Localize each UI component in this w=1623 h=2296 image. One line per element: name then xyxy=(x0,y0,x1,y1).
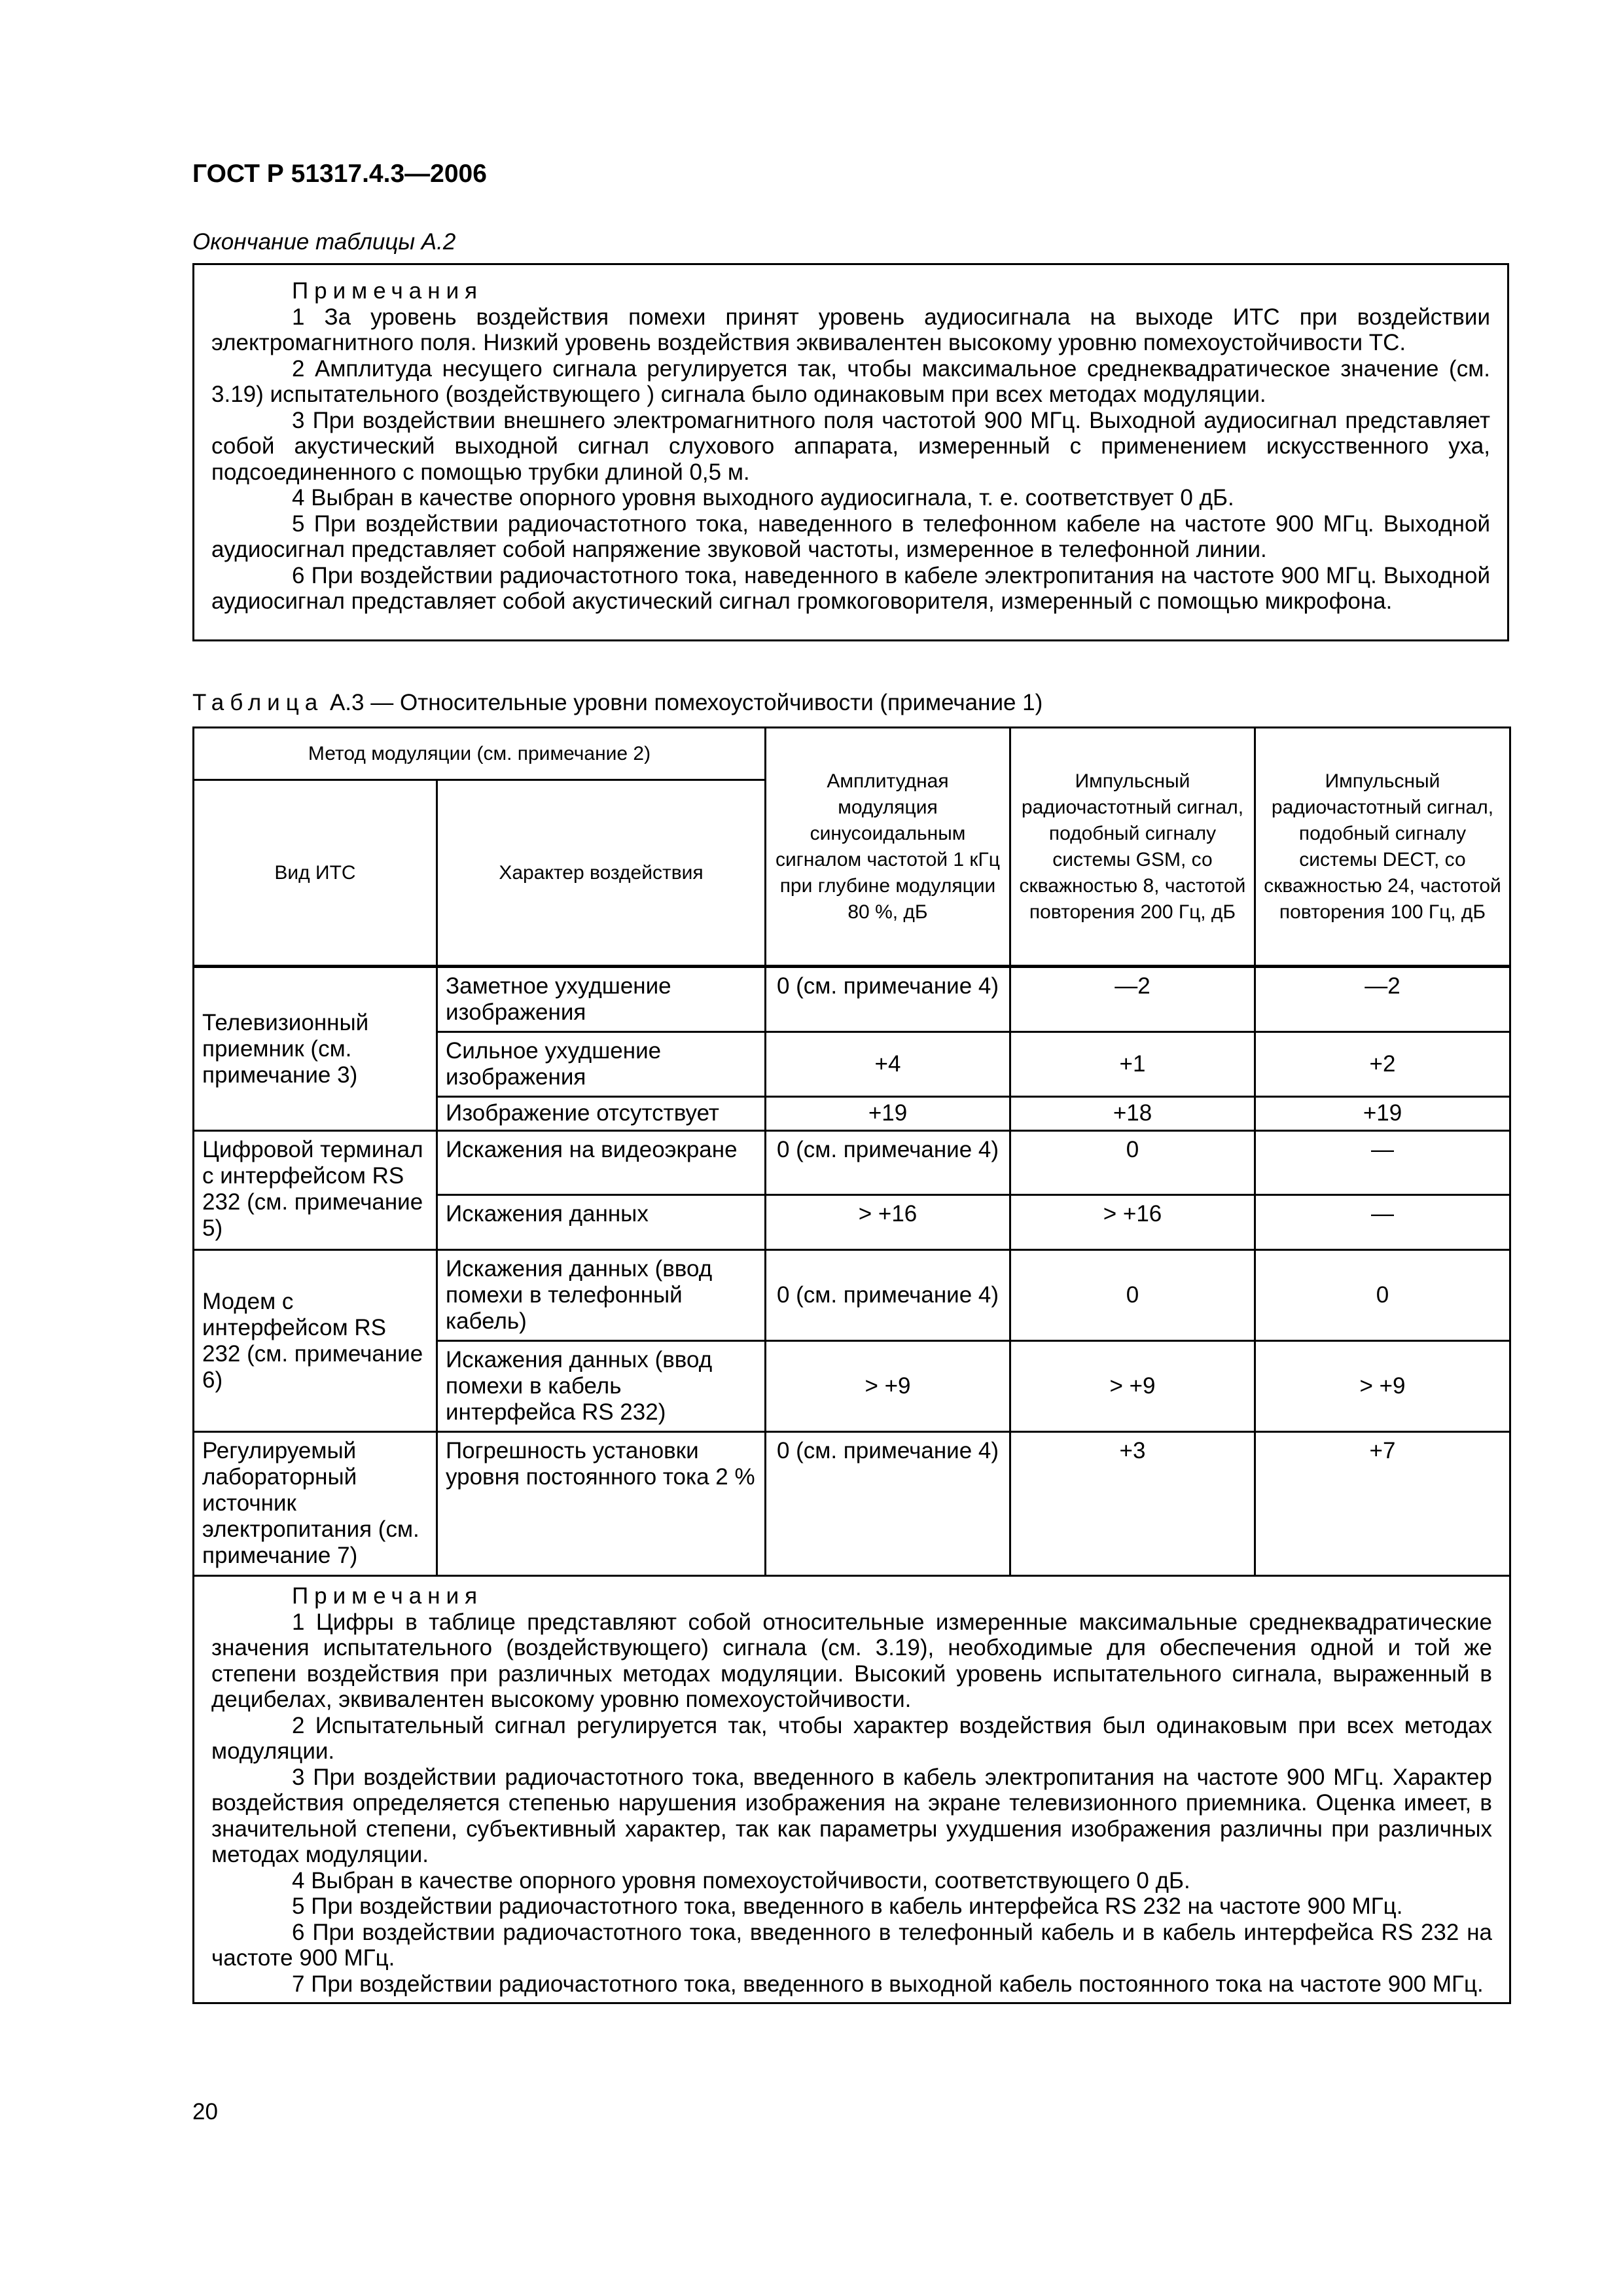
table-row xyxy=(194,1250,1510,1341)
am-value-cell: > +16 xyxy=(766,1195,1010,1250)
am-value-cell: 0 (см. примечание 4) xyxy=(766,1131,1010,1195)
device-type-cell: Регулируемый лабораторный источник электропитания (см. примечание 7) xyxy=(194,1432,437,1576)
effect-cell: Искажения данных (ввод помехи в телефонный кабель) xyxy=(437,1250,766,1341)
note-item: 4 Выбран в качестве опорного уровня выходного аудиосигнала, т. е. соответствует 0 дБ. xyxy=(292,485,1234,511)
note-item: 1 Цифры в таблице представляют собой относительные измеренные максимальные среднеквадратические значения испытательного (воздействующего) сигнала (см. 3.19), необходимые для обеспечения одной и той же степени воздействия при различных методах модуляции. Высокий уровень испытательного сигнала, выраженный в децибелах, эквивалентен высокому уровню помехоустойчивости. xyxy=(211,1609,1492,1712)
document-header: ГОСТ Р 51317.4.3—2006 xyxy=(192,160,487,188)
gsm-value-cell: +1 xyxy=(1010,1032,1255,1097)
header-device-type: Вид ИТС xyxy=(194,780,437,967)
note-item: 1 За уровень воздействия помехи принят уровень аудиосигнала на выходе ИТС при воздействии электромагнитного поля. Низкий уровень воздействия эквивалентен высокому уровню помехоустойчивости ТС. xyxy=(211,304,1490,355)
device-type-cell: Модем с интерфейсом RS 232 (см. примечание 6) xyxy=(194,1250,437,1432)
gsm-value-cell: > +9 xyxy=(1010,1341,1255,1432)
table-continuation-caption: Окончание таблицы А.2 xyxy=(192,229,456,255)
header-gsm: Импульсный радиочастотный сигнал, подобный сигналу системы GSM, со скважностью 8, частотой повторения 200 Гц, дБ xyxy=(1010,728,1255,967)
table-notes-row xyxy=(194,1576,1510,2003)
gsm-value-cell: +3 xyxy=(1010,1432,1255,1576)
header-effect: Характер воздействия xyxy=(437,780,766,967)
effect-cell: Искажения данных (ввод помехи в кабель интерфейса RS 232) xyxy=(437,1341,766,1432)
am-value-cell: +19 xyxy=(766,1097,1010,1131)
table-title xyxy=(192,690,1043,716)
note-item: 3 При воздействии внешнего электромагнитного поля частотой 900 МГц. Выходной аудиосигнал представляет собой акустический выходной сигнал слухового аппарата, измеренный с применением искусственного уха, подсоединенного с помощью трубки длиной 0,5 м. xyxy=(211,407,1490,485)
dect-value-cell: — xyxy=(1255,1195,1510,1250)
dect-value-cell: +7 xyxy=(1255,1432,1510,1576)
table-row xyxy=(194,1432,1510,1576)
dect-value-cell: 0 xyxy=(1255,1250,1510,1341)
header-dect: Импульсный радиочастотный сигнал, подобный сигналу системы DECT, со скважностью 24, частотой повторения 100 Гц, дБ xyxy=(1255,728,1510,967)
note-item: 6 При воздействии радиочастотного тока, наведенного в кабеле электропитания на частоте 900 МГц. Выходной аудиосигнал представляет собой акустический сигнал громкоговорителя, измеренный с помощью микрофона. xyxy=(211,562,1490,614)
am-value-cell: 0 (см. примечание 4) xyxy=(766,1250,1010,1341)
gsm-value-cell: +18 xyxy=(1010,1097,1255,1131)
page-number: 20 xyxy=(192,2099,218,2125)
dect-value-cell: +19 xyxy=(1255,1097,1510,1131)
table-title-label: Таблица xyxy=(192,690,324,715)
am-value-cell: 0 (см. примечание 4) xyxy=(766,967,1010,1032)
table-a3-notes xyxy=(194,1576,1510,2003)
device-type-cell: Цифровой терминал с интерфейсом RS 232 (см. примечание 5) xyxy=(194,1131,437,1250)
gsm-value-cell: > +16 xyxy=(1010,1195,1255,1250)
effect-cell: Сильное ухудшение изображения xyxy=(437,1032,766,1097)
immunity-levels-table xyxy=(192,726,1511,2004)
note-item: 7 При воздействии радиочастотного тока, введенного в выходной кабель постоянного тока на частоте 900 МГц. xyxy=(292,1971,1484,1997)
dect-value-cell: > +9 xyxy=(1255,1341,1510,1432)
am-value-cell: +4 xyxy=(766,1032,1010,1097)
table-row xyxy=(194,967,1510,1032)
table-a2-notes xyxy=(192,263,1509,641)
table-title-text: А.3 — Относительные уровни помехоустойчивости (примечание 1) xyxy=(323,690,1043,715)
note-item: 2 Амплитуда несущего сигнала регулируется так, чтобы максимальное среднеквадратическое значение (см. 3.19) испытательного (воздействующего ) сигнала было одинаковым при всех методах модуляции. xyxy=(211,355,1490,407)
am-value-cell: > +9 xyxy=(766,1341,1010,1432)
effect-cell: Искажения на видеоэкране xyxy=(437,1131,766,1195)
effect-cell: Погрешность установки уровня постоянного тока 2 % xyxy=(437,1432,766,1576)
effect-cell: Искажения данных xyxy=(437,1195,766,1250)
gsm-value-cell: 0 xyxy=(1010,1131,1255,1195)
dect-value-cell: —2 xyxy=(1255,967,1510,1032)
gsm-value-cell: 0 xyxy=(1010,1250,1255,1341)
header-am: Амплитудная модуляция синусоидальным сигналом частотой 1 кГц при глубине модуляции 80 %, дБ xyxy=(766,728,1010,967)
notes-title: Примечания xyxy=(292,278,484,304)
dect-value-cell: +2 xyxy=(1255,1032,1510,1097)
effect-cell: Изображение отсутствует xyxy=(437,1097,766,1131)
notes-title: Примечания xyxy=(292,1583,484,1609)
am-value-cell: 0 (см. примечание 4) xyxy=(766,1432,1010,1576)
note-item: 5 При воздействии радиочастотного тока, наведенного в телефонном кабеле на частоте 900 МГц. Выходной аудиосигнал представляет собой напряжение звуковой частоты, измеренное в телефонной линии. xyxy=(211,511,1490,562)
note-item: 2 Испытательный сигнал регулируется так, чтобы характер воздействия был одинаковым при всех методах модуляции. xyxy=(211,1712,1492,1764)
header-modulation-method: Метод модуляции (см. примечание 2) xyxy=(194,728,766,780)
effect-cell: Заметное ухудшение изображения xyxy=(437,967,766,1032)
note-item: 4 Выбран в качестве опорного уровня помехоустойчивости, соответствующего 0 дБ. xyxy=(292,1867,1190,1893)
dect-value-cell: — xyxy=(1255,1131,1510,1195)
note-item: 6 При воздействии радиочастотного тока, введенного в телефонный кабель и в кабель интерфейса RS 232 на частоте 900 МГц. xyxy=(211,1919,1492,1971)
gsm-value-cell: —2 xyxy=(1010,967,1255,1032)
table-row xyxy=(194,1131,1510,1195)
note-item: 3 При воздействии радиочастотного тока, введенного в кабель электропитания на частоте 900 МГц. Характер воздействия определяется степенью нарушения изображения на экране телевизионного приемника. Оценка имеет, в значительной степени, субъективный характер, так как параметры ухудшения изображения различны при различных методах модуляции. xyxy=(211,1764,1492,1867)
note-item: 5 При воздействии радиочастотного тока, введенного в кабель интерфейса RS 232 на частоте 900 МГц. xyxy=(292,1893,1403,1919)
device-type-cell: Телевизионный приемник (см. примечание 3) xyxy=(194,967,437,1131)
